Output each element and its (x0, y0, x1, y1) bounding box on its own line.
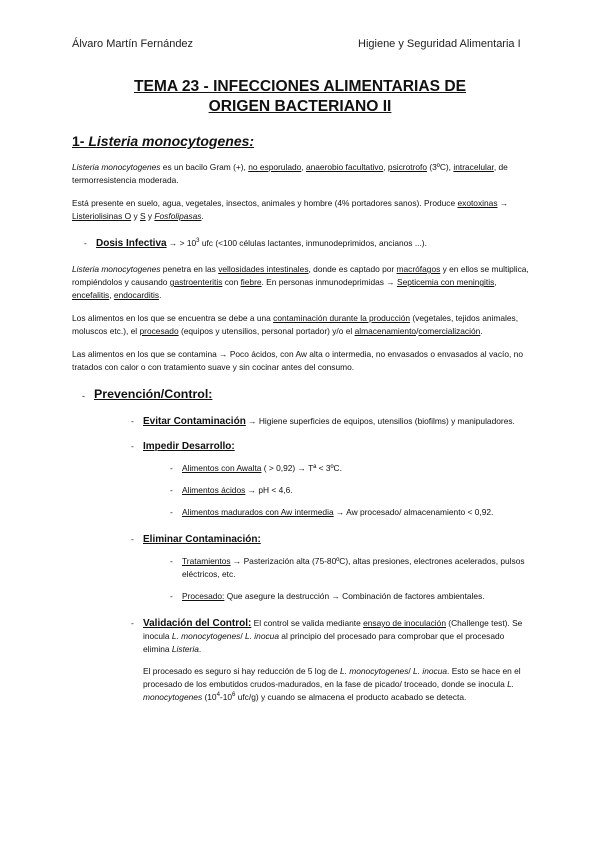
keyword: fiebre (240, 277, 262, 287)
text: ufc/g) y cuando se almacena el producto acabado se detecta. (235, 692, 467, 702)
keyword: no esporulado (248, 162, 302, 172)
text: es un bacilo Gram (+), (160, 162, 249, 172)
text: El control se valida mediante (251, 618, 364, 628)
exponent: 6 (232, 692, 236, 699)
text: , (109, 290, 114, 300)
species-name: L. inocua (413, 666, 448, 676)
validation-paragraph (131, 617, 532, 656)
prevention-title: Prevención/Control: (94, 387, 213, 401)
paragraph-description (72, 161, 532, 187)
bullet-marker: - (84, 238, 87, 248)
text: / (240, 631, 245, 641)
text: . (480, 326, 483, 336)
species-name: L. monocytogenes (171, 631, 241, 641)
paragraph-foods (72, 312, 532, 338)
text: / (408, 666, 414, 676)
text: . (159, 290, 162, 300)
page-title (60, 77, 540, 117)
subitem-label: Alimentos con Awalta (182, 463, 262, 473)
keyword: encefalitis (72, 290, 110, 300)
paragraph-pathogenesis (72, 263, 532, 302)
impede-development-item (131, 440, 532, 453)
text: → > 10 (166, 238, 197, 248)
avoid-contamination-item (131, 415, 532, 428)
text: al principio del procesado para comprobar que el procesado elimina (143, 631, 505, 654)
keyword: endocarditis (113, 290, 160, 300)
text: ufc (<100 células lactantes, inmunodeprimidos, ancianos ...). (199, 238, 427, 248)
text: (equipos y utensilios, personal portador) y/o el (178, 326, 355, 336)
dose-label: Dosis Infectiva (96, 238, 167, 249)
exponent: 4 (216, 692, 220, 699)
subitem-label: Alimentos ácidos (182, 485, 246, 495)
keyword: S (139, 211, 146, 221)
species-name: L. monocytogenes (143, 679, 515, 702)
bullet-marker: - (131, 416, 134, 426)
page-title-line1: TEMA 23 - INFECCIONES ALIMENTARIAS DE (133, 78, 467, 95)
keyword: gastroenteritis (169, 277, 223, 287)
paragraph-contaminated-foods: Las alimentos en los que se contamina → Poco ácidos, con Aw alta o intermedia, no envasados o envasados al vacío, no tratados con calor o con tratamiento suave y sin cocinar antes del consumo. (72, 349, 523, 372)
subitem-text: Que asegure la destrucción → Combinación de factores ambientales. (224, 591, 485, 601)
text: , (383, 162, 388, 172)
exponent: 3 (196, 238, 200, 245)
text: (vegetales, tejidos animales, moluscos etc.), el (72, 313, 519, 336)
section-name: Listeria monocytogenes: (88, 133, 255, 149)
keyword: Septicemia con meningitis (396, 277, 495, 287)
impede-subitem (170, 506, 532, 519)
subitem-text: → Aw procesado/ almacenamiento < 0,92. (333, 507, 494, 517)
item-label: Validación del Control: (143, 618, 252, 629)
text: y (145, 211, 155, 221)
species-name: L. inocua (244, 631, 279, 641)
text: , donde es captado por (308, 264, 397, 274)
subitem-label: Alimentos madurados con Aw intermedia (182, 507, 334, 517)
species-name: Listeria monocytogenes (72, 162, 161, 172)
keyword: psicrotrofo (387, 162, 428, 172)
keyword: procesado (139, 326, 179, 336)
text: (Challenge test). Se inocula (143, 618, 523, 641)
text: , (301, 162, 306, 172)
bullet-marker: - (170, 507, 173, 517)
eliminate-contamination-item (131, 533, 532, 546)
text: . (201, 211, 204, 221)
bullet-marker: - (131, 441, 134, 451)
subitem-label: Procesado: (182, 591, 225, 601)
page-title-line2: ORIGEN BACTERIANO II (208, 98, 392, 115)
text: con (222, 277, 241, 287)
species-name: L. monocytogenes (339, 666, 409, 676)
bullet-marker: - (170, 463, 173, 473)
text: (3ºC), (427, 162, 454, 172)
arrow: → (497, 198, 509, 208)
item-label: Eliminar Contaminación: (143, 534, 261, 545)
keyword: anaerobio facultativo (305, 162, 384, 172)
eliminate-subitem (170, 590, 532, 603)
text: . Esto se hace en el procesado de los embutidos crudos-madurados, en la fase de picado/ troceado, donde se inocula (143, 666, 521, 689)
paragraph-habitat (72, 197, 532, 223)
text: Está presente en suelo, agua, vegetales, insectos, animales y hombre (4% portadores sanos). Produce (72, 198, 458, 208)
document-body (72, 133, 532, 713)
bullet-marker: - (170, 556, 173, 566)
subitem-text: → pH < 4,6. (245, 485, 293, 495)
item-text: → Higiene superficies de equipos, utensilios (biofilms) y manipuladores. (245, 416, 515, 426)
subitem-label: Tratamientos (182, 556, 231, 566)
validation-item (131, 617, 532, 704)
header-course: Higiene y Seguridad Alimentaria I (358, 38, 521, 50)
text: -10 (219, 692, 233, 702)
bullet-marker: - (131, 618, 134, 628)
keyword: intracelular (453, 162, 494, 172)
keyword: vellosidades intestinales (218, 264, 309, 274)
keyword: contaminación durante la producción (273, 313, 411, 323)
impede-subitem (170, 462, 532, 475)
bullet-marker: - (82, 391, 85, 401)
text: . (198, 644, 202, 654)
text: , de termorresistencia moderada. (72, 162, 508, 185)
keyword: Listeriolisinas O (72, 211, 132, 221)
section-heading (72, 133, 532, 149)
prevention-heading (82, 387, 532, 401)
impede-subitem (170, 484, 532, 497)
validation-paragraph-2 (143, 665, 532, 704)
text: . En personas inmunodeprimidas → (261, 277, 397, 287)
keyword: macrófagos (396, 264, 441, 274)
text: El procesado es seguro si hay reducción de 5 log de (143, 666, 340, 676)
subitem-text: ( > 0,92) → Tª < 3ºC. (261, 463, 342, 473)
keyword: almacenamiento (354, 326, 417, 336)
infective-dose-item (84, 237, 532, 250)
bullet-marker: - (170, 485, 173, 495)
text: y (131, 211, 140, 221)
text: (10 (202, 692, 217, 702)
bullet-marker: - (170, 591, 173, 601)
keyword: ensayo de inoculación (363, 618, 446, 628)
bullet-marker: - (131, 534, 134, 544)
text: Los alimentos en los que se encuentra se debe a una (72, 313, 274, 323)
keyword: comercialización (418, 326, 481, 336)
text: / (416, 326, 419, 336)
subitem-text: → Pasterización alta (75-80ºC), altas presiones, electrones acelerados, pulsos eléctricos, etc. (182, 556, 525, 579)
item-label: Evitar Contaminación (143, 416, 246, 427)
keyword: exotoxinas (457, 198, 498, 208)
section-number: 1- (72, 133, 89, 149)
text: y en ellos se multiplica, rompiéndolos y causando (72, 264, 529, 287)
eliminate-subitem (170, 555, 532, 581)
item-label: Impedir Desarrollo: (143, 441, 235, 452)
text: penetra en las (160, 264, 219, 274)
species-name: Listeria monocytogenes (72, 264, 161, 274)
keyword: Fosfolipasas (154, 211, 202, 221)
species-name: Listeria (171, 644, 199, 654)
text: , (494, 277, 497, 287)
header-author: Álvaro Martín Fernández (72, 38, 194, 50)
